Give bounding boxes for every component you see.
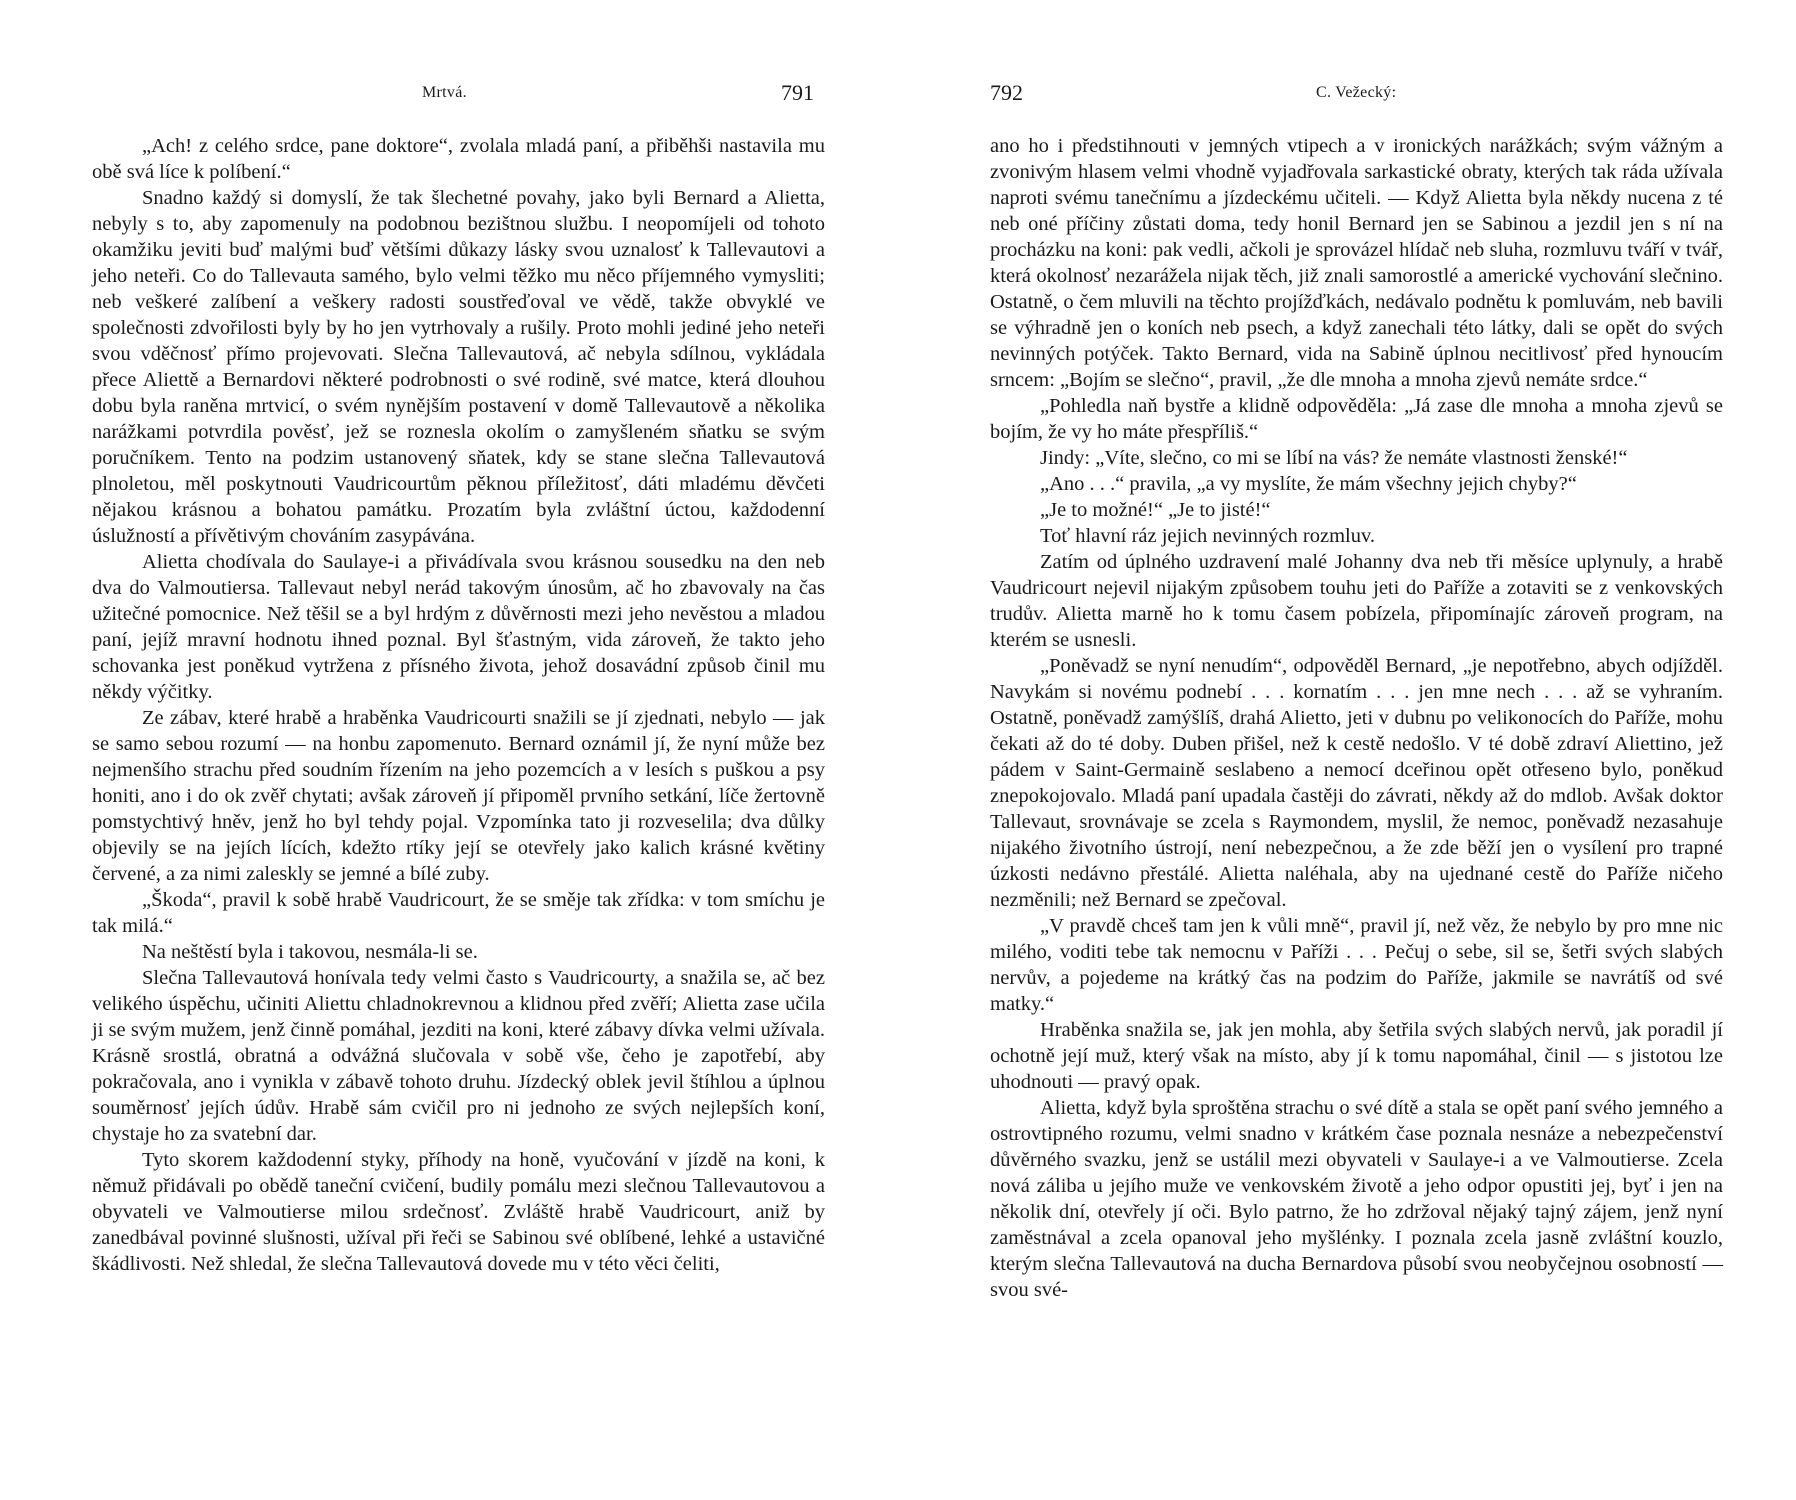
running-title: C. Vežecký: (1316, 84, 1397, 101)
right-page (898, 0, 1796, 1500)
paragraph: „Ano . . .“ pravila, „a vy myslíte, že mám všechny jejich chyby?“ (1040, 473, 1577, 495)
page-number: 791 (781, 80, 814, 105)
paragraph: Hraběnka snažila se, jak jen mohla, aby šetřila svých slabých nervů, jak poradil jí ochotně její muž, který však na místo, aby jí k tomu napomáhal, činil — s jistotou lze uhodnouti — pravý opak. (990, 1019, 1723, 1093)
paragraph: Snadno každý si domyslí, že tak šlechetné povahy, jako byli Bernard a Alietta, nebyly s to, aby zapomenuly na podobnou bezištnou službu. I neopomíjeli od tohoto okamžiku jeviti buď malými buď většími důkazy lásky svou uznalosť k Tallevautovi a jeho neteři. Co do Tallevauta samého, bylo velmi těžko mu něco příjemného vymysliti; neb veškeré zalíbení a veškery radosti soustřeďoval ve vědě, takže obvyklé ve společnosti zdvořilosti byly by ho jen vytrhovaly a rušily. Proto mohli jediné jeho neteři svou vděčnosť přímo projevovati. Slečna Tallevautová, ač nebyla sdílnou, vykládala přece Aliettě a Bernardovi některé podrobnosti o své rodině, své matce, která dlouhou dobu byla raněna mrtvicí, o svém nynějším postavení v domě Tallevautově a několika narážkami potvrdila pověsť, jež se roznesla okolím o zamyšleném sňatku se svým poručníkem. Tento na podzim ustanovený sňatek, kdy se stane slečna Tallevautová plnoletou, měl poskytnouti Vaudricourtům pěknou příležitosť, dáti mladému děvčeti nějakou krásnou a bohatou památku. Prozatím byla zvláštní úctou, každodenní úslužností a přívětivým chováním zasypávána. (92, 187, 825, 547)
paragraph: „Poněvadž se nyní nenudím“, odpověděl Bernard, „je nepotřebno, abych odjížděl. Navykám si novému podnebí . . . kornatím . . . jen mne nech . . . až se vyhraním. Ostatně, poněvadž zamýšlíš, drahá Alietto, jeti v dubnu po velikonocích do Paříže, mohu čekati až do té doby. Duben přišel, než k cestě nedošlo. V té době zdraví Aliettino, jež pádem v Saint-Germaině seslabeno a nemocí dceřinou opět otřeseno bylo, poněkud znepokojovalo. Mladá paní upadala častěji do závrati, někdy až do mdlob. Avšak doktor Tallevaut, srovnávaje se zcela s Raymondem, myslil, že nemoc, poněvadž nezasahuje nijakého životního ústrojí, není nebezpečnou, a že zde běží jen o vysílení pro trapné úzkosti nedávno přestálé. Alietta naléhala, aby na ujednané cestě do Paříže ničeho nezměnili; než Bernard se zpečoval. (990, 655, 1723, 911)
page-number: 792 (990, 80, 1023, 105)
paragraph: Zatím od úplného uzdravení malé Johanny dva neb tři měsíce uplynuly, a hrabě Vaudricourt nejevil nijakým způsobem touhu jeti do Paříže a zotaviti se z venkovských trudův. Alietta marně ho k tomu časem pobízela, připomínajíc zároveň program, na kterém se usnesli. (990, 551, 1723, 651)
right-page-header (990, 80, 1716, 118)
right-page-text (990, 133, 1723, 1303)
paragraph: ano ho i předstihnouti v jemných vtipech a v ironických narážkách; svým vážným a zvonivým hlasem velmi vhodně vyjadřovala sarkastické obraty, kterých tak ráda užívala naproti svému tanečnímu a jízdeckému učiteli. — Když Alietta byla někdy nucena z té neb oné příčiny zůstati doma, tedy honil Bernard jen se Sabinou a jezdil jen s ní na procházku na koni: pak vedli, ačkoli je sprovázel hlídač neb sluha, rozmluvu tváří v tvář, která okolnosť nezarážela nijak těch, již znali samorostlé a americké vychování slečnino. Ostatně, o čem mluvili na těchto projížďkách, nedávalo podnětu k pomluvám, neb bavili se výhradně jen o koních neb psech, a když zanechali této látky, dali se opět do svých nevinných potýček. Takto Bernard, vida na Sabině úplnou necitlivosť před hynoucím srncem: „Bojím se slečno“, pravil, „že dle mnoha a mnoha zjevů nemáte srdce.“ (990, 135, 1723, 391)
paragraph: Slečna Tallevautová honívala tedy velmi často s Vaudricourty, a snažila se, ač bez velikého úspěchu, učiniti Aliettu chladnokrevnou a klidnou před zvěří; Alietta zase učila ji se svým mužem, jenž činně pomáhal, jezditi na koni, které zábavy dívka velmi užívala. Krásně srostlá, obratná a odvážná slučovala v sobě vše, čeho je zapotřebí, aby pokračovala, ano i vynikla v zábavě tohoto druhu. Jízdecký oblek jevil štíhlou a úplnou souměrnosť jejích údův. Hrabě sám cvičil pro ni jednoho ze svých nejlepších koní, chystaje ho za svatební dar. (92, 967, 825, 1145)
paragraph: „Je to možné!“ „Je to jisté!“ (1040, 499, 1271, 521)
running-title: Mrtvá. (422, 84, 467, 101)
left-page-header (92, 80, 818, 118)
paragraph: „Pohledla naň bystře a klidně odpověděla: „Já zase dle mnoha a mnoha zjevů se bojím, že vy ho máte přespříliš.“ (990, 395, 1723, 443)
paragraph: Alietta, když byla sproštěna strachu o své dítě a stala se opět paní svého jemného a ostrovtipného rozumu, velmi snadno v krátkém čase poznala nesnáze a nebezpečenství důvěrného svazku, jenž se ustálil mezi obyvateli v Saulaye-i a ve Valmoutierse. Zcela nová záliba u jejího muže ve venkovském životě a jeho odpor opustiti jej, byť i jen na několik dní, otevřely jí oči. Bylo patrno, že ho zdržoval nějaký tajný zájem, jenž nyní zaměstnával a zcela opanoval jeho myšlénky. I poznala zcela jasně zvláštní kouzlo, kterým slečna Tallevautová na ducha Bernardova působí svou neobyčejnou osobností — svou své- (990, 1097, 1723, 1301)
paragraph: „Ach! z celého srdce, pane doktore“, zvolala mladá paní, a přiběhši nastavila mu obě svá líce k políbení.“ (92, 135, 825, 183)
paragraph: Ze zábav, které hrabě a hraběnka Vaudricourti snažili se jí zjednati, nebylo — jak se samo sebou rozumí — na honbu zapomenuto. Bernard oznámil jí, že nyní může bez nejmenšího strachu před soudním řízením na jeho pozemcích a v lesích s puškou a psy honiti, ano i do ok zvěř chytati; avšak zároveň jí připoměl prvního setkání, líče žertovně pomstychtivý hněv, jenž ho byl tehdy pojal. Vzpomínka tato ji rozveselila; dva důlky objevily se na jejích lících, kdežto rtíky její se otevřely jako kalich krásné květiny červené, a za nimi zaleskly se jemné a bílé zuby. (92, 707, 825, 885)
paragraph: „V pravdě chceš tam jen k vůli mně“, pravil jí, než věz, že nebylo by pro mne nic milého, voditi tebe tak nemocnu v Paříži . . . Pečuj o sebe, sil se, šetři svých slabých nervův, a pojedeme na krátký čas na podzim do Paříže, jakmile se navrátíš od své matky.“ (990, 915, 1723, 1015)
left-page-text (92, 133, 825, 1277)
paragraph: Tyto skorem každodenní styky, příhody na honě, vyučování v jízdě na koni, k němuž přidávali po obědě taneční cvičení, budily pomálu mezi slečnou Tallevautovou a obyvateli ve Valmoutierse milou srdečnosť. Zvláště hrabě Vaudricourt, aniž by zanedbával povinné slušnosti, užíval při řeči se Sabinou své oblíbené, lehké a ustavičné škádlivosti. Než shledal, že slečna Tallevautová dovede mu v této věci čeliti, (92, 1149, 825, 1275)
paragraph: Jindy: „Víte, slečno, co mi se líbí na vás? že nemáte vlastnosti ženské!“ (1040, 447, 1628, 469)
paragraph: Na neštěstí byla i takovou, nesmála-li se. (142, 941, 478, 963)
paragraph: „Škoda“, pravil k sobě hrabě Vaudricourt, že se směje tak zřídka: v tom smíchu je tak milá.“ (92, 889, 825, 937)
paragraph: Toť hlavní ráz jejich nevinných rozmluv. (1040, 525, 1376, 547)
paragraph: Alietta chodívala do Saulaye-i a přivádívala svou krásnou sousedku na den neb dva do Valmoutiersa. Tallevaut nebyl nerád takovým únosům, ač ho zbavovaly na čas užitečné pomocnice. Než těšil se a byl hrdým z důvěrnosti mezi jeho nevěstou a mladou paní, jejíž mravní hodnotu ihned poznal. Byl šťastným, vida zároveň, že takto jeho schovanka jest poněkud vytržena z přísného života, jehož dosavádní způsob činil mu někdy výčitky. (92, 551, 825, 703)
